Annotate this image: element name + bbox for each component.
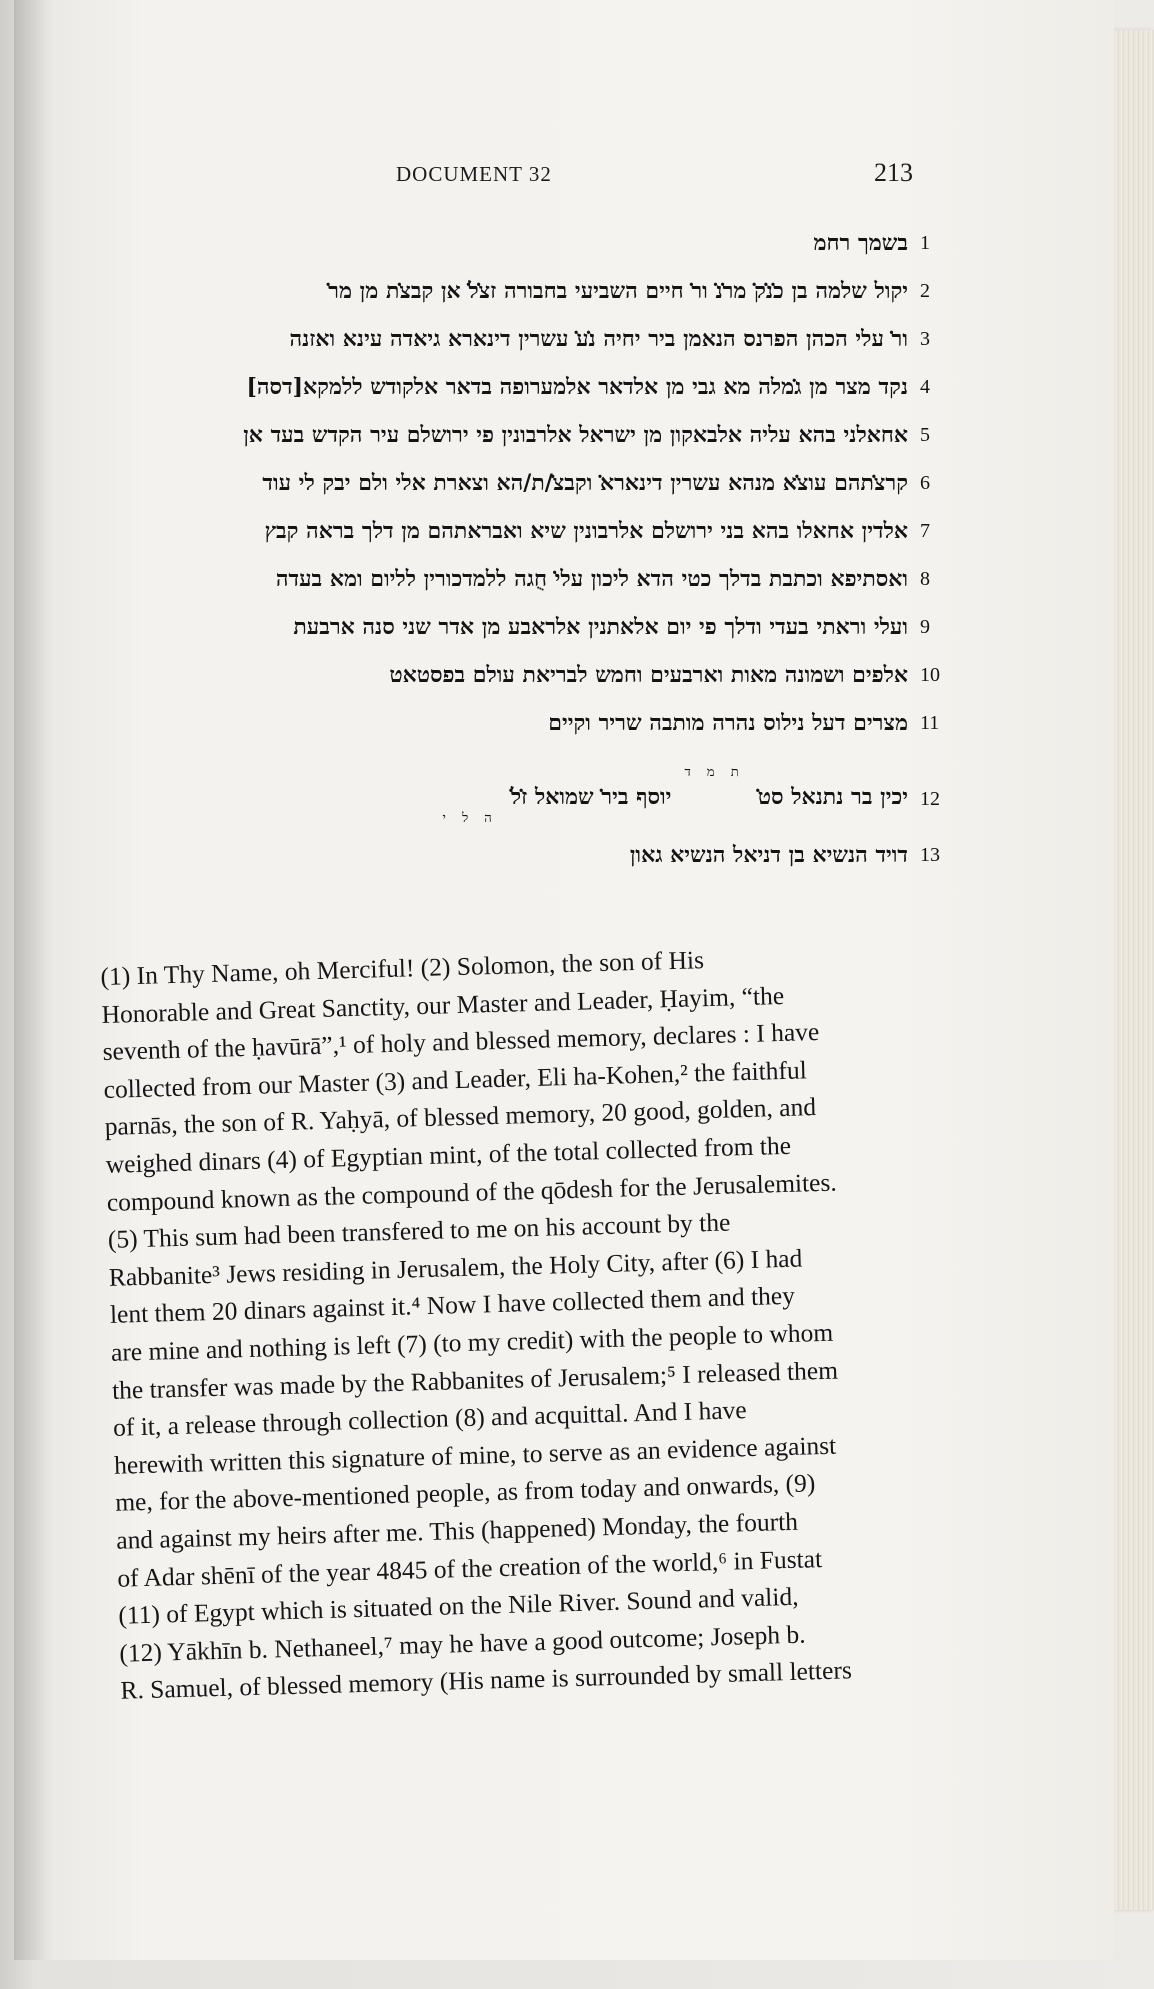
witness-signatures [435, 764, 908, 826]
signature-joseph: יוסף ביר̇ שמואל ז̇ל̇ [510, 784, 672, 810]
translation-line: and against my heirs after me. This (happened) Monday, the fourth [115, 1506, 799, 1555]
document-title: DOCUMENT 32 [396, 162, 552, 186]
page-edges [1110, 30, 1154, 1910]
translation-line: herewith written this signature of mine, to serve as an evidence against [113, 1430, 837, 1480]
translation-line: of Adar shēnī of the year 4845 of the creation of the world,⁶ in Fustat [116, 1543, 823, 1593]
line-number: 1 [920, 232, 930, 254]
line-number: 9 [920, 616, 930, 638]
translation-line: are mine and nothing is left (7) (to my credit) with the people to whom [110, 1317, 834, 1367]
signature-yakhin: יכין בר נתנאל סט̇ [757, 784, 908, 810]
hebrew-line-text: נקד מצר מן ג̇מלה מא גבי מן אלדאר אלמערופה בדאר אלקודש ללמקא[דסה] [246, 374, 908, 400]
hebrew-line [84, 270, 954, 318]
hebrew-line [84, 702, 954, 750]
hebrew-line-text: בשמך רחמ [813, 230, 908, 256]
hebrew-line-text: אלדין אחאלו בהא בני ירושלם אלרבונין שיא ואבראתהם מן דלך בראה קבץ [264, 518, 908, 544]
hebrew-line [84, 414, 954, 462]
translation-line: (11) of Egypt which is situated on the Nile River. Sound and valid, [117, 1581, 799, 1630]
line-number: 3 [920, 328, 930, 350]
translation-line: the transfer was made by the Rabbanites of Jerusalem;⁵ I released them [111, 1355, 839, 1405]
hebrew-line-text: יקול שלמה בן כ̇נ̇ק̇ מר̇נ̇ ור̇ חיים השביעי בחבורה זצ̇ל̇ אן קבצ̇ת מן מר̇ [328, 278, 908, 304]
line-number: 7 [920, 520, 930, 542]
hebrew-line [84, 834, 954, 882]
translation-line: of it, a release through collection (8) and acquittal. And I have [112, 1395, 748, 1442]
line-number: 4 [920, 376, 930, 398]
signature-small-letters-bottom: ה ל י [442, 811, 498, 826]
translation-paragraph [100, 933, 1001, 1709]
hebrew-line [84, 462, 954, 510]
translation-line: R. Samuel, of blessed memory (His name is surrounded by small letters [120, 1655, 853, 1705]
hebrew-line-text: קרצ̇תהם עוצ̇א מנהא עשרין דינארא̇ וקבצ̇/ת/הא וצארת אלי ולם יבק לי עוד [262, 470, 908, 496]
line-number: 2 [920, 280, 930, 302]
hebrew-line [84, 510, 954, 558]
translation-line: Rabbanite³ Jews residing in Jerusalem, the Holy City, after (6) I had [108, 1243, 803, 1292]
book-page [14, 0, 1114, 1960]
hebrew-signature-line [84, 760, 954, 824]
hebrew-line-text: ור̇ עלי הכהן הפרנס הנאמן ביר יחיה נ̇ע̇ עשרין דינארא גיאדה עינא ואזנה [289, 326, 908, 352]
english-translation [100, 933, 1001, 1709]
line-number: 5 [920, 424, 930, 446]
hebrew-line-text: דויד הנשיא בן דניאל הנשיא גאון [629, 842, 908, 868]
spine-shadow [14, 0, 54, 1960]
line-number: 8 [920, 568, 930, 590]
hebrew-line [84, 558, 954, 606]
line-number: 12 [920, 788, 940, 810]
hebrew-line-text: ואסתיפא וכתבת בדלך כטי הדא ליכון עלי̇ חֻגה ללמדכורין לליום ומא בעדה [275, 566, 908, 592]
hebrew-line [84, 222, 954, 270]
signature-small-letters-top: ת מ ד [684, 765, 745, 780]
hebrew-document-text [84, 222, 954, 882]
line-number: 13 [920, 844, 940, 866]
hebrew-line-text: מצרים דעל נילוס נהרה מותבה שריר וקיים [548, 710, 908, 736]
hebrew-line-text: אחאלני בהא עליה אלבאקון מן ישראל אלרבונין פי ירושלם עיר הקדש בעד אן [243, 422, 908, 448]
translation-line: Honorable and Great Sanctity, our Master and Leader, Ḥayim, “the [101, 980, 785, 1029]
hebrew-line-text: ועלי וראתי בעדי ודלך פי יום אלאתנין אלראבע מן אדר שני סנה ארבעת [293, 614, 908, 640]
line-number: 10 [920, 664, 940, 686]
hebrew-line [84, 366, 954, 414]
line-number: 6 [920, 472, 930, 494]
translation-line: (12) Yākhīn b. Nethaneel,⁷ may he have a good outcome; Joseph b. [119, 1619, 806, 1668]
translation-line: me, for the above-mentioned people, as from today and onwards, (9) [114, 1468, 816, 1518]
translation-line: (5) This sum had been transfered to me on his account by the [107, 1207, 731, 1255]
hebrew-line [84, 318, 954, 366]
running-header [14, 158, 1114, 198]
translation-line: seventh of the ḥavūrā”,¹ of holy and blessed memory, declares : I have [102, 1017, 820, 1067]
translation-line: parnās, the son of R. Yaḥyā, of blessed memory, 20 good, golden, and [104, 1092, 817, 1142]
translation-line: (1) In Thy Name, oh Merciful! (2) Solomon, the son of His [100, 945, 705, 991]
hebrew-line [84, 654, 954, 702]
page-number: 213 [874, 158, 913, 187]
translation-line: weighed dinars (4) of Egyptian mint, of the total collected from the [105, 1130, 792, 1179]
line-number: 11 [920, 712, 940, 734]
translation-line: compound known as the compound of the qōdesh for the Jerusalemites. [106, 1167, 838, 1217]
hebrew-line [84, 606, 954, 654]
hebrew-line-text: אלפים ושמונה מאות וארבעים וחמש לבריאת עולם בפסטאט [389, 662, 908, 688]
translation-line: collected from our Master (3) and Leader, Eli ha-Kohen,² the faithful [103, 1055, 808, 1104]
translation-line: lent them 20 dinars against it.⁴ Now I have collected them and they [109, 1281, 796, 1330]
